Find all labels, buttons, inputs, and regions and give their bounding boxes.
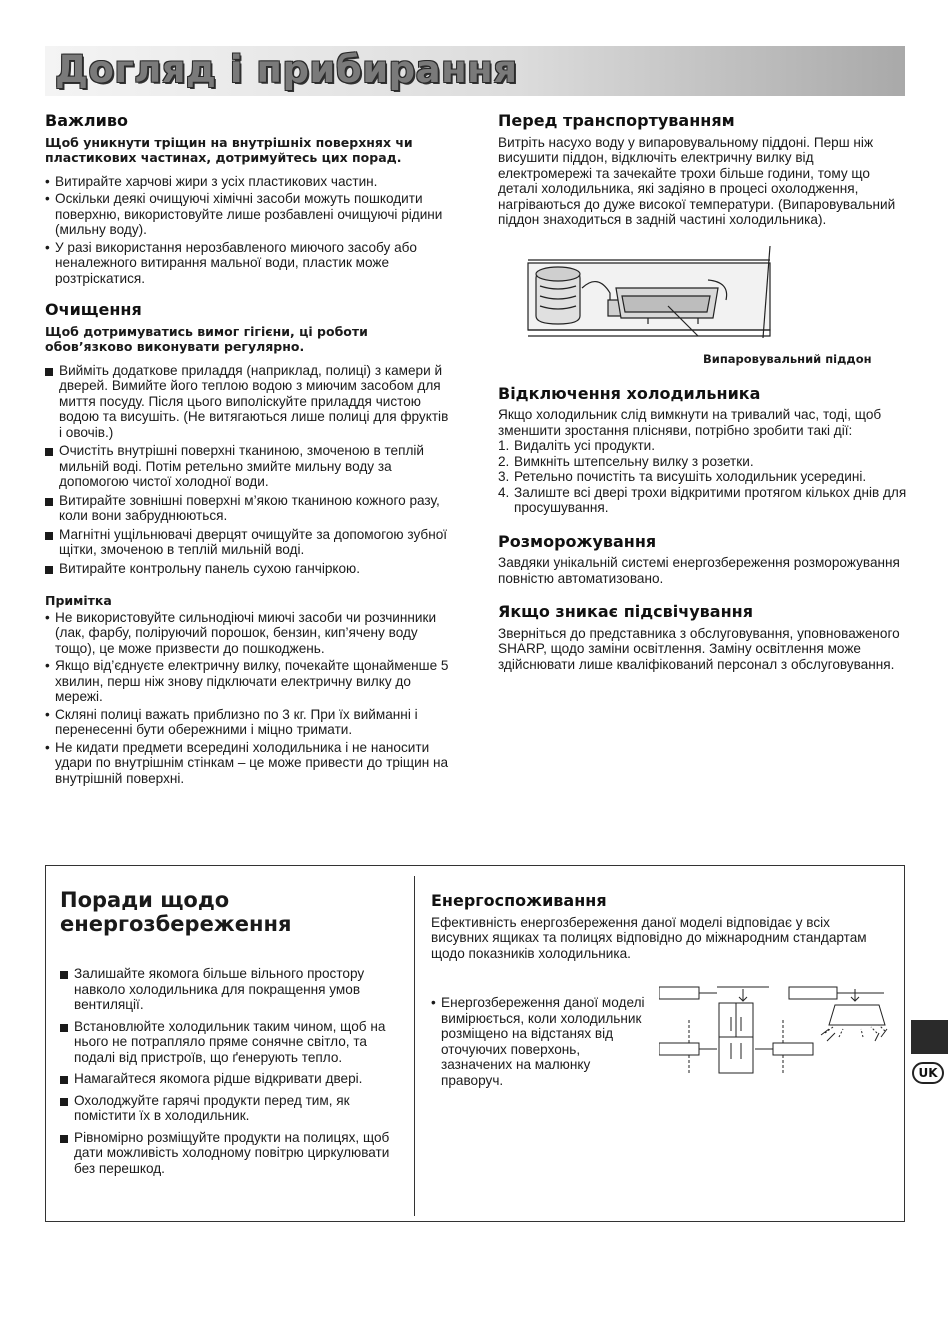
- defrost-heading: Розморожування: [498, 531, 657, 551]
- page-title: Догляд і прибирання: [55, 48, 518, 91]
- language-badge: UK: [912, 1062, 944, 1084]
- note-list: [45, 610, 455, 787]
- list-item: Залишайте якомога більше вільного простору навколо холодильника для покращення умов вентиляції.: [60, 966, 405, 1013]
- list-item: Охолоджуйте гарячі продукти перед тим, як помістити їх в холодильник.: [60, 1093, 405, 1124]
- cleaning-heading: Очищення: [45, 300, 142, 319]
- evaporation-tray-illustration: [498, 238, 908, 350]
- transport-text: Витріть насухо воду у випаровувальному піддоні. Перш ніж висушити піддон, відключіть електричну вилку від електромережі та зачекайте трохи більше години, тому що деталі холодильника, які задіяно в процесі охолодження, нагріваються до дуже високої температури. (Випаровувальний піддон знаходиться в задній частині холодильника).: [498, 134, 896, 227]
- list-item: • Витирайте харчові жири з усіх пластикових частин.: [45, 174, 455, 190]
- tips-section: [60, 888, 405, 1182]
- tips-list: [60, 966, 405, 1176]
- list-item: Вийміть додаткове приладдя (наприклад, полиці) з камери й дверей. Вимийте його теплою водою з миючим засобом для миття посуду. Після цього виполіскуйте приладдя чистою водою та висушіть. (Не витягаються лише полиці для фруктів і овочів.): [45, 363, 455, 441]
- list-item: • У разі використання нерозбавленого миючого засобу або неналежного витирання мальної води, пластик може розтріскатися.: [45, 240, 455, 287]
- left-column: [45, 113, 455, 788]
- cleaning-list: [45, 363, 455, 577]
- transport-heading: Перед транспортуванням: [498, 111, 735, 130]
- list-item: • Скляні полиці важать приблизно по 3 кг. При їх вийманні і перенесенні бути обережними і міцно тримати.: [45, 707, 455, 738]
- clearance-diagram: [659, 985, 889, 1095]
- list-item: • Енергозбереження даної моделі вимірюється, коли холодильник розміщено на відстанях від оточуючих поверхонь, зазначених на малюнку праворуч.: [431, 995, 651, 1088]
- switch-off-text: Якщо холодильник слід вимкнути на тривалий час, тоді, щоб зменшити зростання плісняви, потрібно зробити такі дії:: [498, 407, 882, 438]
- important-heading: Важливо: [45, 111, 128, 130]
- energy-bullet: [431, 995, 651, 1090]
- energy-tips-box: [45, 865, 905, 1222]
- list-item: Витирайте контрольну панель сухою ганчіркою.: [45, 561, 455, 577]
- defrost-text: Завдяки унікальній системі енергозбереження розморожування повністю автоматизовано.: [498, 555, 900, 586]
- list-item: 4. Залиште всі двері трохи відкритими протягом кількох днів для просушування.: [498, 484, 907, 515]
- list-item: Магнітні ущільнювачі дверцят очищуйте за допомогою зубної щітки, змоченою в теплій мильній воді.: [45, 527, 455, 558]
- evaporation-tray-figure: [498, 238, 908, 368]
- list-item: 1. Видаліть усі продукти.: [498, 438, 656, 453]
- cleaning-lead: Щоб дотримуватись вимог гігієни, ці роботи обов’язково виконувати регулярно.: [45, 323, 368, 354]
- switch-off-steps: [498, 438, 908, 516]
- divider: [414, 876, 415, 1216]
- list-item: 3. Ретельно почистіть та висушіть холодильник усередині.: [498, 469, 867, 484]
- list-item: Встановлюйте холодильник таким чином, щоб на нього не потрапляло пряме сонячне світло, та подалі від пристроїв, що ґенерують тепло.: [60, 1019, 405, 1066]
- right-column: [498, 113, 908, 672]
- list-item: Витирайте зовнішні поверхні м’якою тканиною кожного разу, коли вони забруднюються.: [45, 493, 455, 524]
- list-item: Рівномірно розміщуйте продукти на полицях, щоб дати можливість холодному повітрю циркулювати без перешкод.: [60, 1130, 405, 1177]
- important-list: [45, 174, 455, 287]
- switch-off-heading: Відключення холодильника: [498, 383, 761, 403]
- tips-heading: Поради щодо енергозбереження: [60, 888, 292, 936]
- list-item: Намагайтеся якомога рідше відкривати двері.: [60, 1071, 405, 1087]
- energy-heading: Енергоспоживання: [431, 891, 607, 910]
- list-item: Очистіть внутрішні поверхні тканиною, змоченою в теплій мильній воді. Потім ретельно змийте мильну воду за допомогою чистої холодної води.: [45, 443, 455, 490]
- energy-section: [431, 891, 891, 1088]
- energy-text: Ефективність енергозбереження даної моделі відповідає у всіх висувних ящиках та полицях відповідно до міжнародним стандартам щодо показників холодильника.: [431, 914, 867, 961]
- light-text: Зверніться до представника з обслуговування, уповноваженого SHARP, щодо заміни освітлення. Заміну освітлення може здійснювати лише кваліфікований персонал з обслуговування.: [498, 625, 900, 672]
- list-item: • Не використовуйте сильнодіючі миючі засоби чи розчинники (лак, фарбу, поліруючий порошок, бензин, кип’ячену воду тощо), це може призвести до пошкоджень.: [45, 610, 455, 657]
- figure-caption: Випаровувальний піддон: [703, 351, 872, 366]
- page-title-bar: [45, 46, 905, 96]
- list-item: 2. Вимкніть штепсельну вилку з розетки.: [498, 453, 754, 469]
- important-lead: Щоб уникнути тріщин на внутрішніх поверхнях чи пластикових частинах, дотримуйтесь цих порад.: [45, 134, 413, 165]
- note-heading: Примітка: [45, 593, 112, 608]
- list-item: • Якщо від’єднуєте електричну вилку, почекайте щонайменше 5 хвилин, перш ніж знову підключати електричну вилку до мережі.: [45, 658, 455, 705]
- section-tab: [911, 1020, 948, 1054]
- light-heading: Якщо зникає підсвічування: [498, 602, 753, 621]
- list-item: • Оскільки деякі очищуючі хімічні засоби можуть пошкодити поверхню, використовуйте лише розбавлені очищуючі рідини (мильну воду).: [45, 191, 455, 238]
- list-item: • Не кидати предмети всередині холодильника і не наносити удари по внутрішнім стінкам – це може привести до тріщин на внутрішній поверхні.: [45, 740, 455, 787]
